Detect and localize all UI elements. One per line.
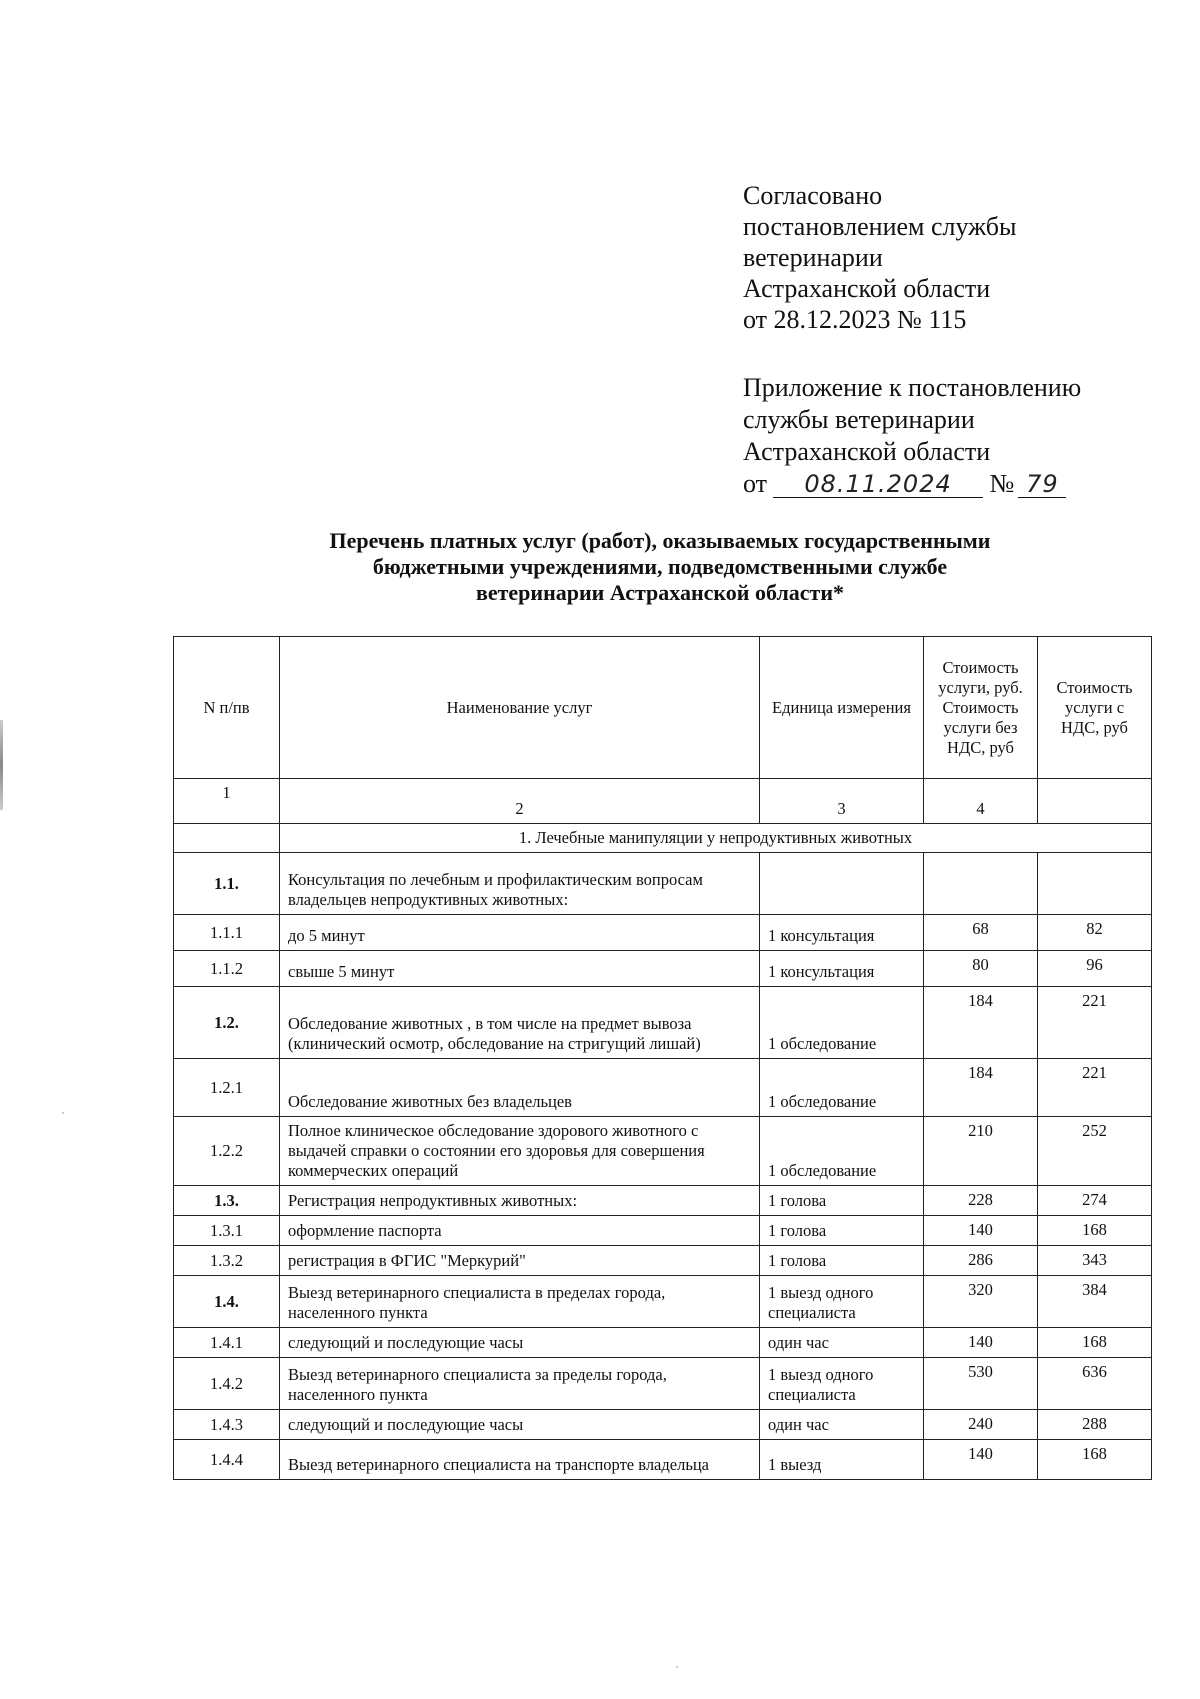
attachment-date-line (743, 468, 1163, 500)
table-row (174, 1186, 1152, 1216)
service-name: следующий и последующие часы (280, 1410, 760, 1440)
table-row (174, 1276, 1152, 1328)
service-name: регистрация в ФГИС "Меркурий" (280, 1246, 760, 1276)
price-with-vat: 252 (1038, 1117, 1152, 1186)
price-without-vat: 210 (924, 1117, 1038, 1186)
price-without-vat (924, 853, 1038, 915)
row-number: 1.4.3 (174, 1410, 280, 1440)
unit-of-measure: 1 выезд (760, 1440, 924, 1480)
unit-of-measure: 1 голова (760, 1186, 924, 1216)
unit-of-measure: 1 голова (760, 1246, 924, 1276)
header-number: N п/пв (174, 637, 280, 779)
number-prefix: № (989, 469, 1015, 498)
column-number: 2 (280, 779, 760, 824)
row-number: 1.4.2 (174, 1358, 280, 1410)
row-number: 1.3. (174, 1186, 280, 1216)
price-with-vat: 221 (1038, 1059, 1152, 1117)
price-without-vat: 184 (924, 987, 1038, 1059)
unit-of-measure: 1 обследование (760, 987, 924, 1059)
header-price-no-vat: Стоимость услуги, руб. Стоимость услуги без НДС, руб (924, 637, 1038, 779)
section-empty-cell (174, 824, 280, 853)
unit-of-measure: 1 обследование (760, 1059, 924, 1117)
service-name: оформление паспорта (280, 1216, 760, 1246)
date-prefix: от (743, 469, 768, 498)
table-row (174, 915, 1152, 951)
title-line: Перечень платных услуг (работ), оказываемых государственными (329, 528, 991, 553)
table-row (174, 853, 1152, 915)
document-title (250, 528, 1070, 606)
price-without-vat: 184 (924, 1059, 1038, 1117)
attachment-line: Астраханской области (743, 437, 991, 466)
service-name: Выезд ветеринарного специалиста на транспорте владельца (280, 1440, 760, 1480)
price-without-vat: 140 (924, 1328, 1038, 1358)
price-without-vat: 240 (924, 1410, 1038, 1440)
price-with-vat: 343 (1038, 1246, 1152, 1276)
unit-of-measure: 1 консультация (760, 915, 924, 951)
attachment-line: службы ветеринарии (743, 405, 975, 434)
section-row (174, 824, 1152, 853)
table-row (174, 1410, 1152, 1440)
unit-of-measure: 1 выезд одного специалиста (760, 1358, 924, 1410)
service-name: Консультация по лечебным и профилактическим вопросам владельцев непродуктивных животных: (280, 853, 760, 915)
table-row (174, 1216, 1152, 1246)
attachment-line: Приложение к постановлению (743, 373, 1082, 402)
row-number: 1.1.2 (174, 951, 280, 987)
price-without-vat: 140 (924, 1440, 1038, 1480)
column-number: 1 (174, 779, 280, 824)
handwritten-number: 79 (1018, 471, 1066, 498)
service-name: Выезд ветеринарного специалиста за пределы города, населенного пункта (280, 1358, 760, 1410)
approval-line: Согласовано (743, 181, 883, 210)
table-row (174, 1246, 1152, 1276)
price-with-vat (1038, 853, 1152, 915)
price-with-vat: 221 (1038, 987, 1152, 1059)
service-name: Регистрация непродуктивных животных: (280, 1186, 760, 1216)
header-unit: Единица измерения (760, 637, 924, 779)
unit-of-measure: 1 выезд одного специалиста (760, 1276, 924, 1328)
row-number: 1.2.1 (174, 1059, 280, 1117)
table-row (174, 1328, 1152, 1358)
row-number: 1.4.4 (174, 1440, 280, 1480)
row-number: 1.3.2 (174, 1246, 280, 1276)
price-without-vat: 320 (924, 1276, 1038, 1328)
table-row (174, 987, 1152, 1059)
table-row (174, 1117, 1152, 1186)
services-table (173, 636, 1152, 1480)
table-row (174, 1059, 1152, 1117)
column-number (1038, 779, 1152, 824)
service-name: Выезд ветеринарного специалиста в пределах города, населенного пункта (280, 1276, 760, 1328)
service-name: Обследование животных , в том числе на предмет вывоза (клинический осмотр, обследование на стригущий лишай) (280, 987, 760, 1059)
price-with-vat: 168 (1038, 1328, 1152, 1358)
service-name: Полное клиническое обследование здорового животного с выдачей справки о состоянии его здоровья для совершения коммерческих операций (280, 1117, 760, 1186)
approval-line: Астраханской области (743, 274, 991, 303)
row-number: 1.1.1 (174, 915, 280, 951)
title-line: ветеринарии Астраханской области* (475, 580, 845, 605)
scan-speck (676, 1666, 678, 1668)
column-number: 3 (760, 779, 924, 824)
price-with-vat: 168 (1038, 1440, 1152, 1480)
unit-of-measure: 1 консультация (760, 951, 924, 987)
table-row (174, 951, 1152, 987)
unit-of-measure: 1 обследование (760, 1117, 924, 1186)
price-with-vat: 96 (1038, 951, 1152, 987)
scan-edge-mark (0, 720, 3, 810)
price-without-vat: 286 (924, 1246, 1038, 1276)
price-without-vat: 228 (924, 1186, 1038, 1216)
price-with-vat: 384 (1038, 1276, 1152, 1328)
service-name: следующий и последующие часы (280, 1328, 760, 1358)
unit-of-measure (760, 853, 924, 915)
title-line: бюджетными учреждениями, подведомственными службе (372, 554, 948, 579)
price-without-vat: 530 (924, 1358, 1038, 1410)
row-number: 1.4.1 (174, 1328, 280, 1358)
row-number: 1.2.2 (174, 1117, 280, 1186)
service-name: до 5 минут (280, 915, 760, 951)
price-with-vat: 288 (1038, 1410, 1152, 1440)
row-number: 1.4. (174, 1276, 280, 1328)
row-number: 1.1. (174, 853, 280, 915)
table-header-row (174, 637, 1152, 779)
column-number: 4 (924, 779, 1038, 824)
service-name: свыше 5 минут (280, 951, 760, 987)
header-name: Наименование услуг (280, 637, 760, 779)
unit-of-measure: один час (760, 1328, 924, 1358)
price-with-vat: 168 (1038, 1216, 1152, 1246)
section-title: 1. Лечебные манипуляции у непродуктивных животных (280, 824, 1152, 853)
price-without-vat: 68 (924, 915, 1038, 951)
price-with-vat: 636 (1038, 1358, 1152, 1410)
service-name: Обследование животных без владельцев (280, 1059, 760, 1117)
approval-block (743, 180, 1163, 335)
price-with-vat: 274 (1038, 1186, 1152, 1216)
approval-line: постановлением службы (743, 212, 1017, 241)
unit-of-measure: один час (760, 1410, 924, 1440)
column-numbers-row (174, 779, 1152, 824)
table-row (174, 1440, 1152, 1480)
attachment-block (743, 372, 1163, 500)
header-price-vat: Стоимость услуги с НДС, руб (1038, 637, 1152, 779)
approval-line: ветеринарии (743, 243, 883, 272)
approval-line: от 28.12.2023 № 115 (743, 305, 967, 334)
price-without-vat: 80 (924, 951, 1038, 987)
row-number: 1.2. (174, 987, 280, 1059)
unit-of-measure: 1 голова (760, 1216, 924, 1246)
row-number: 1.3.1 (174, 1216, 280, 1246)
table-row (174, 1358, 1152, 1410)
scan-speck (62, 1112, 64, 1114)
price-without-vat: 140 (924, 1216, 1038, 1246)
handwritten-date: 08.11.2024 (773, 471, 983, 498)
price-with-vat: 82 (1038, 915, 1152, 951)
